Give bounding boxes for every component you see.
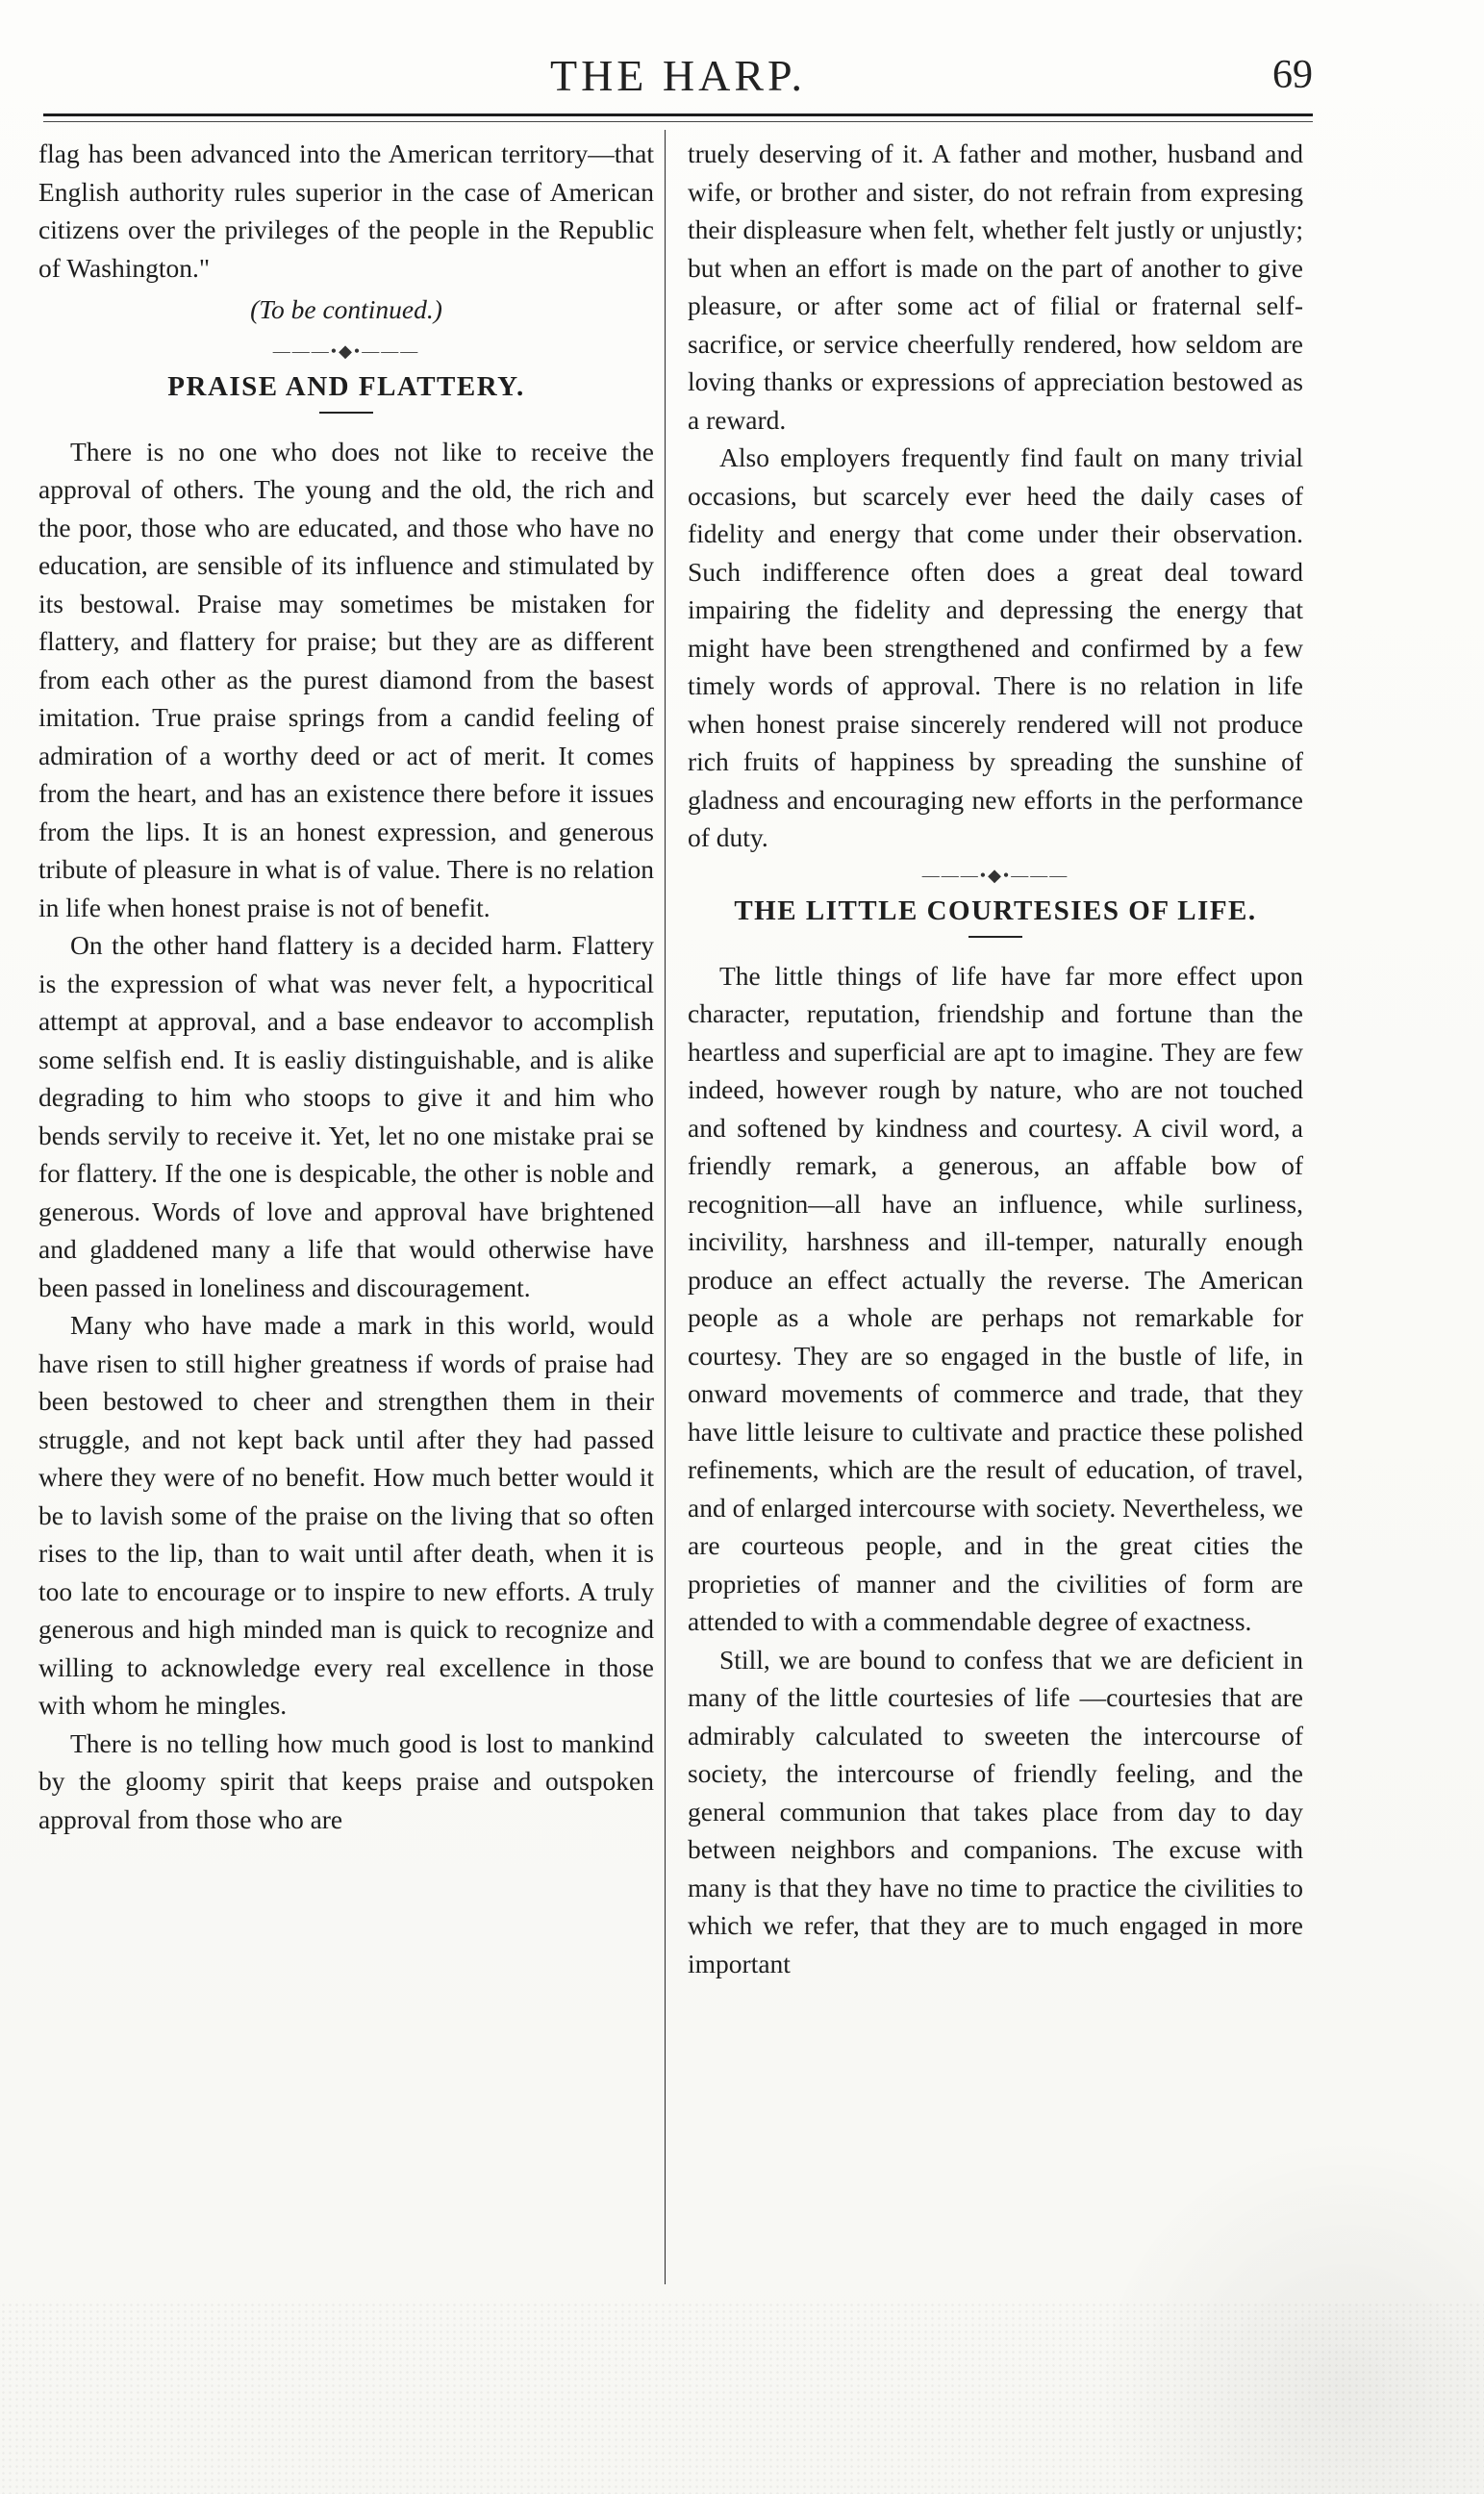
title-underline-rule [968,936,1022,938]
paper-texture [0,2302,1484,2494]
column-divider [665,130,666,2284]
right-column [688,135,1303,1982]
section-ornament: ———•◆•——— [272,340,420,361]
title-underline-rule [319,412,373,414]
body-paragraph: There is no telling how much good is lost to mankind by the gloomy spirit that keeps praise and outspoken approval from those who are [38,1727,654,1834]
body-paragraph: On the other hand flattery is a decided harm. Flattery is the expression of what was never felt, a hypocritical attempt at approval, and a base endeavor to accomplish some selfish end. It is easliy distinguishable, and is alike degrading to him who stoops to give it and him who bends servily to receive it. Yet, let no one mistake prai se for flattery. If the one is despicable, the other is noble and generous. Words of love and approval have brightened and gladdened many a life that would otherwise have been passed in loneliness and discouragement. [38,930,654,1302]
to-be-continued-note: (To be continued.) [250,294,442,324]
body-paragraph: Still, we are bound to confess that we are deficient in many of the little courtesies of life —courtesies that are admirably calculated to sweeten the intercourse of society, the intercourse of friendly feeling, and the general communion that takes place from day to day between neighbors and companions. The excuse with many is that they have no time to practice the civilities to which we refer, that they are to much engaged in more important [688,1644,1303,1978]
left-column [38,135,654,1838]
section-ornament: ———•◆•——— [921,865,1069,885]
article-continuation-paragraph: flag has been advanced into the American territory—that English authority rules superior in the case of American citizens over the privileges of the people in the Republic of Washington." [38,139,654,283]
body-paragraph: The little things of life have far more effect upon character, reputation, friendship and fortune than the heartless and superficial are apt to imagine. They are few indeed, however rough by nature, who are not touched and softened by kindness and courtesy. A civil word, a friendly remark, a generous, an affable bow of recognition—all have an influence, while surliness, incivility, harshness and ill-temper, naturally enough produce an effect actually the reverse. The American people as a whole are perhaps not remarkable for courtesy. They are so engaged in the bustle of life, in onward movements of commerce and trade, that they have little leisure to cultivate and practice these polished refinements, which are the result of education, of travel, and of enlarged intercourse with society. Nevertheless, we are courteous people, and in the great cities the proprieties of manner and the civilities of form are attended to with a commendable degree of exactness. [688,960,1303,1636]
page-header [43,50,1313,108]
body-paragraph: There is no one who does not like to receive the approval of others. The young and the old, the rich and the poor, those who are educated, and those who have no education, are sensible of its influence and stimulated by its bestowal. Praise may sometimes be mistaken for flattery, and flattery for praise; but they are as different from each other as the purest diamond from the basest imitation. True praise springs from a candid feeling of admiration of a worthy deed or act of merit. It comes from the heart, and has an existence there before it issues from the lips. It is an honest expression, and generous tribute of pleasure in what is of value. There is no relation in life when honest praise is not of benefit. [38,436,654,922]
article-title-little-courtesies: THE LITTLE COURTESIES OF LIFE. [734,894,1257,926]
article-title-praise-and-flattery: PRAISE AND FLATTERY. [167,370,525,402]
body-paragraph: Many who have made a mark in this world, would have risen to still higher greatness if words of praise had been bestowed to cheer and strengthen them in their struggle, and not kept back until after they had passed where they were of no benefit. How much better would it be to lavish some of the praise on the living that so often rises to the lip, than to wait until after death, when it is too late to encourage or to inspire to new efforts. A truly generous and high minded man is quick to recognize and willing to acknowledge every real excellence in those with whom he mingles. [38,1310,654,1720]
header-rule-thick [43,113,1313,116]
running-title: THE HARP. [549,51,807,100]
header-rule-thin [43,121,1313,122]
body-paragraph: truely deserving of it. A father and mother, husband and wife, or brother and sister, do not refrain from expresing their displeasure when felt, whether felt justly or unjustly; but when an effort is made on the part of another to give pleasure, or after some act of filial or fraternal self-sacrifice, or service cheerfully rendered, how seldom are loving thanks or expressions of appreciation bestowed as a reward. [688,139,1303,435]
page-number: 69 [1272,53,1313,97]
body-paragraph: Also employers frequently find fault on many trivial occasions, but scarcely ever heed the daily cases of fidelity and energy that come under their observation. Such indifference often does a great deal toward impairing the fidelity and depressing the energy that might have been strengthened and confirmed by a few timely words of approval. There is no relation in life when honest praise sincerely rendered will not produce rich fruits of happiness by spreading the sunshine of gladness and encouraging new efforts in the performance of duty. [688,442,1303,852]
